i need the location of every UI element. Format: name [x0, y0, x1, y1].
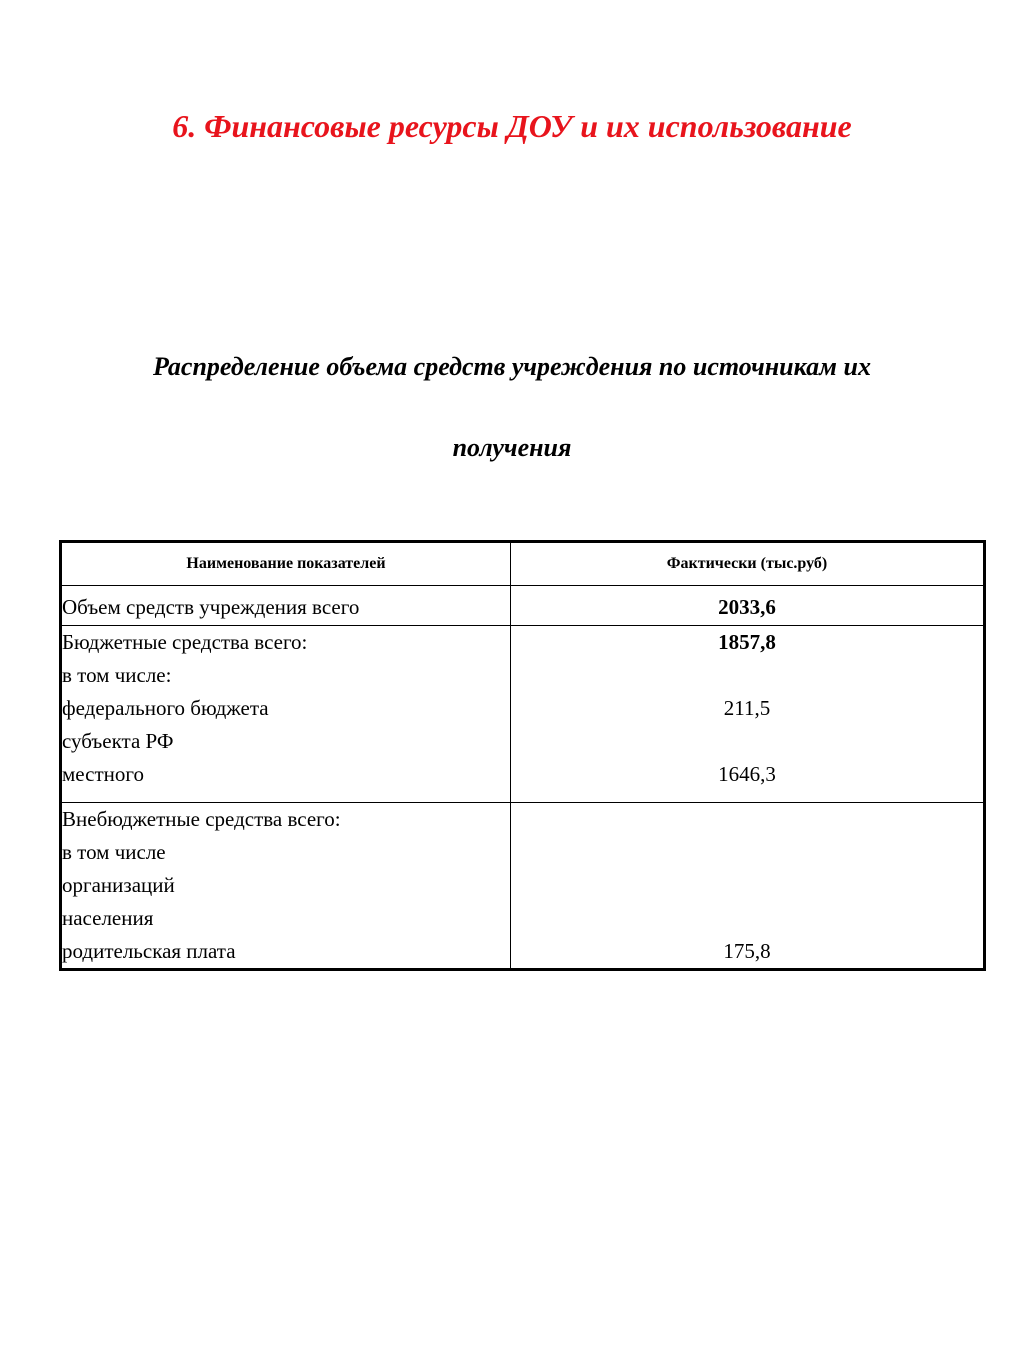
row-label: субъекта РФ [62, 729, 174, 753]
row-value [511, 836, 983, 869]
row-value-cell [511, 803, 985, 970]
row-label: Внебюджетные средства всего: [62, 807, 341, 831]
row-value: 211,5 [723, 696, 771, 720]
row-value: 2033,6 [718, 595, 776, 619]
row-label: федерального бюджета [62, 696, 269, 720]
table-caption-line-2: получения [452, 433, 572, 462]
row-value: 1646,3 [718, 762, 776, 786]
column-header-indicator: Наименование показателей [61, 542, 511, 586]
finance-table [59, 540, 986, 971]
row-value [511, 869, 983, 902]
row-label: организаций [62, 873, 175, 897]
row-value-cell [511, 586, 985, 626]
table-row-budget [61, 626, 985, 803]
row-value [511, 725, 983, 758]
row-value-cell [511, 626, 985, 803]
row-value [511, 659, 983, 692]
row-label-cell [61, 586, 511, 626]
row-label-cell [61, 803, 511, 970]
row-value [511, 902, 983, 935]
row-label: Бюджетные средства всего: [62, 630, 308, 654]
row-label-cell [61, 626, 511, 803]
column-header-actual: Фактически (тыс.руб) [511, 542, 985, 586]
row-label: в том числе: [62, 663, 172, 687]
row-value: 175,8 [723, 939, 771, 963]
table-row-extrabudget [61, 803, 985, 970]
section-title: 6. Финансовые ресурсы ДОУ и их использование [172, 108, 852, 144]
row-label: в том числе [62, 840, 166, 864]
row-label: населения [62, 906, 154, 930]
table-header-row [61, 542, 985, 586]
row-label: местного [62, 762, 144, 786]
row-label: Объем средств учреждения всего [62, 595, 360, 619]
row-value: 1857,8 [718, 630, 776, 654]
row-label: родительская плата [62, 939, 236, 963]
row-value [511, 803, 983, 836]
table-caption-line-1: Распределение объема средств учреждения по источникам их [153, 352, 871, 381]
table-row-total [61, 586, 985, 626]
